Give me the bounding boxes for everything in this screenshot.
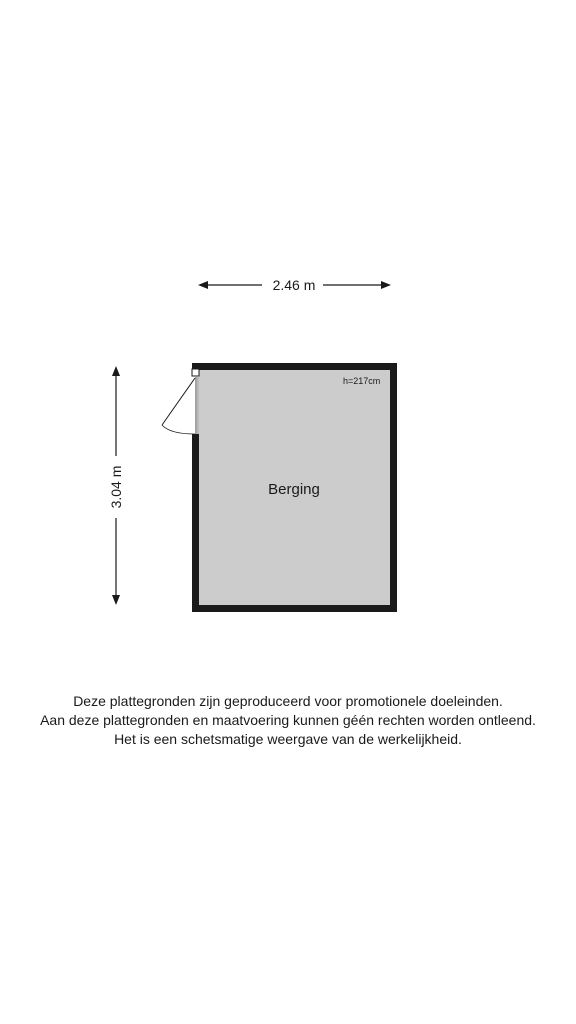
disclaimer-line-3: Het is een schetsmatige weergave van de werkelijkheid. bbox=[114, 731, 462, 747]
arrowhead-up-icon bbox=[112, 366, 120, 376]
disclaimer-line-1: Deze plattegronden zijn geproduceerd voor promotionele doeleinden. bbox=[73, 693, 503, 709]
room-height-label: h=217cm bbox=[343, 376, 381, 386]
arrowhead-right-icon bbox=[381, 281, 391, 289]
disclaimer bbox=[0, 692, 576, 749]
room-berging bbox=[162, 363, 397, 612]
door-swing-arc bbox=[162, 425, 195, 434]
depth-dimension-label: 3.04 m bbox=[108, 465, 124, 509]
room-name-label: Berging bbox=[268, 481, 320, 498]
width-dimension-label: 2.46 m bbox=[272, 277, 316, 293]
width-dimension bbox=[198, 277, 391, 293]
door-panel bbox=[162, 378, 195, 425]
arrowhead-left-icon bbox=[198, 281, 208, 289]
disclaimer-line-2: Aan deze plattegronden en maatvoering kunnen géén rechten worden ontleend. bbox=[40, 712, 536, 728]
door-jamb-top bbox=[192, 369, 199, 376]
arrowhead-down-icon bbox=[112, 595, 120, 605]
depth-dimension bbox=[108, 366, 124, 605]
door-jamb-bottom bbox=[192, 434, 199, 440]
